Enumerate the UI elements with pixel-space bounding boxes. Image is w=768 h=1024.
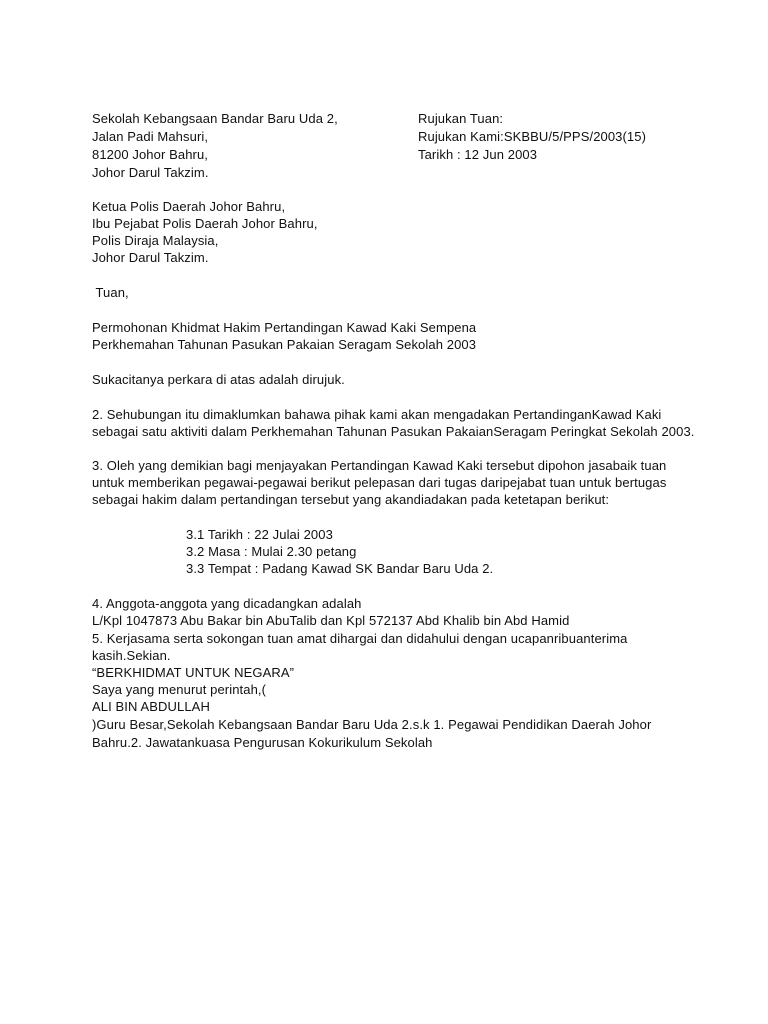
paragraph-1: Sukacitanya perkara di atas adalah dirujuk. — [92, 372, 345, 387]
salutation: Tuan, — [92, 285, 129, 300]
cc-line-1: )Guru Besar,Sekolah Kebangsaan Bandar Baru Uda 2.s.k 1. Pegawai Pendidikan Daerah Johor — [92, 717, 652, 732]
detail-tempat: 3.3 Tempat : Padang Kawad SK Bandar Baru Uda 2. — [186, 561, 494, 576]
paragraph-2-line-1: 2. Sehubungan itu dimaklumkan bahawa pihak kami akan mengadakan PertandinganKawad Kaki — [92, 407, 662, 422]
subject-line-2: Perkhemahan Tahunan Pasukan Pakaian Seragam Sekolah 2003 — [92, 337, 477, 352]
paragraph-5-line-1: 5. Kerjasama serta sokongan tuan amat dihargai dan didahului dengan ucapanribuanterima — [92, 631, 628, 646]
paragraph-3-line-2: untuk memberikan pegawai-pegawai berikut pelepasan dari tugas daripejabat tuan untuk bertugas — [92, 475, 667, 490]
motto: “BERKHIDMAT UNTUK NEGARA” — [92, 665, 295, 680]
paragraph-3-line-3: sebagai hakim dalam pertandingan tersebut yang akandiadakan pada ketetapan berikut: — [92, 492, 610, 507]
paragraph-2-line-2: sebagai satu aktiviti dalam Perkhemahan Tahunan Pasukan PakaianSeragam Peringkat Sekolah 2003. — [92, 424, 695, 439]
signatory: ALI BIN ABDULLAH — [92, 699, 210, 714]
sender-line-2: Jalan Padi Mahsuri, — [92, 129, 209, 144]
subject-line-1: Permohonan Khidmat Hakim Pertandingan Kawad Kaki Sempena — [92, 320, 477, 335]
paragraph-5-line-2: kasih.Sekian. — [92, 648, 171, 663]
cc-line-2: Bahru.2. Jawatankuasa Pengurusan Kokurikulum Sekolah — [92, 735, 433, 750]
paragraph-3-line-1: 3. Oleh yang demikian bagi menjayakan Pertandingan Kawad Kaki tersebut dipohon jasabaik tuan — [92, 458, 667, 473]
rujukan-kami: Rujukan Kami:SKBBU/5/PPS/2003(15) — [418, 129, 647, 144]
sender-line-1: Sekolah Kebangsaan Bandar Baru Uda 2, — [92, 111, 338, 126]
paragraph-4-line-2: L/Kpl 1047873 Abu Bakar bin AbuTalib dan Kpl 572137 Abd Khalib bin Abd Hamid — [92, 613, 570, 628]
recipient-line-2: Ibu Pejabat Polis Daerah Johor Bahru, — [92, 216, 318, 231]
sender-line-4: Johor Darul Takzim. — [92, 165, 209, 180]
recipient-line-1: Ketua Polis Daerah Johor Bahru, — [92, 199, 286, 214]
sender-line-3: 81200 Johor Bahru, — [92, 147, 208, 162]
recipient-line-4: Johor Darul Takzim. — [92, 250, 209, 265]
tarikh: Tarikh : 12 Jun 2003 — [418, 147, 538, 162]
closing: Saya yang menurut perintah,( — [92, 682, 267, 697]
paragraph-4-line-1: 4. Anggota-anggota yang dicadangkan adalah — [92, 596, 362, 611]
rujukan-tuan: Rujukan Tuan: — [418, 111, 504, 126]
detail-tarikh: 3.1 Tarikh : 22 Julai 2003 — [186, 527, 333, 542]
recipient-line-3: Polis Diraja Malaysia, — [92, 233, 219, 248]
detail-masa: 3.2 Masa : Mulai 2.30 petang — [186, 544, 357, 559]
